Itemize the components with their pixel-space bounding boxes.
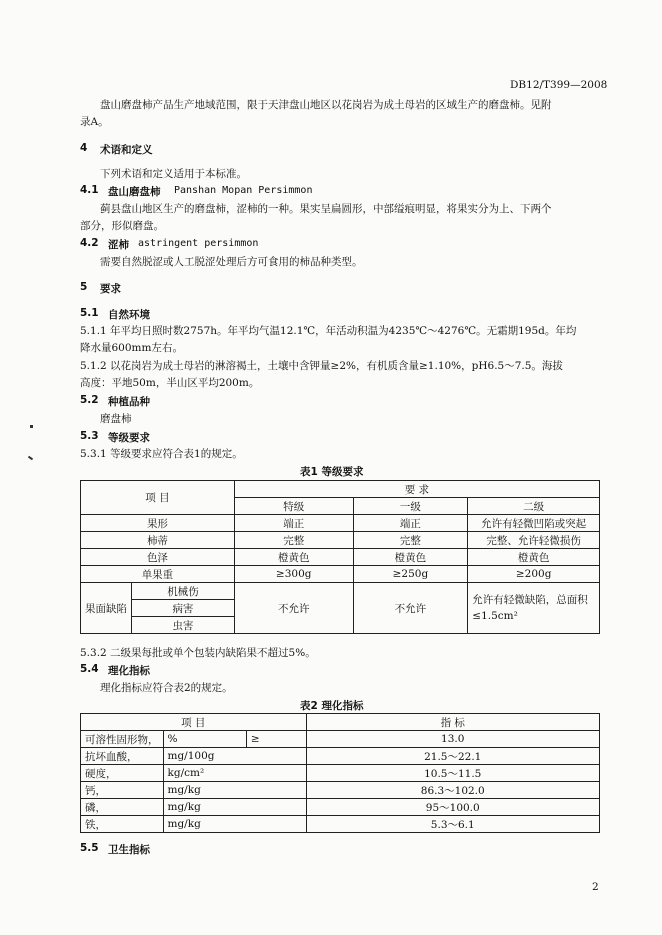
section-4-1-title: 盘山磨盘柿 — [108, 186, 161, 198]
section-5-1-number: 5.1 — [80, 307, 99, 319]
table2-name: 磷， — [81, 799, 164, 816]
table-row — [81, 799, 600, 816]
table1-defect-disease: 病害 — [132, 600, 235, 617]
section-5-1-1-line1: 5.1.1 年平均日照时数2757h。年平均气温12.1℃，年活动积温为4235℃～4276℃。无霜期195d。年均 — [80, 325, 577, 337]
table-row — [81, 532, 600, 549]
table1-row-label: 柿蒂 — [81, 532, 235, 549]
table2-name: 可溶性固形物， — [81, 731, 164, 748]
table2-name: 抗坏血酸， — [81, 748, 164, 765]
table2-unit: mg/kg — [163, 799, 306, 816]
table1-defect-label: 果面缺陷 — [81, 583, 132, 634]
table2-header-value: 指 标 — [306, 714, 600, 731]
table1-defect-second-line1: 允许有轻微缺陷，总面积 — [472, 594, 588, 606]
table1-cell: ≥250g — [353, 566, 468, 583]
table1-caption: 表1 等级要求 — [300, 466, 364, 478]
scope-paragraph-line1: 盘山磨盘柿产品生产地域范围，限于天津盘山地区以花岗岩为成土母岩的区域生产的磨盘柿。见附 — [100, 99, 552, 111]
table-row — [81, 549, 600, 566]
section-5-5-number: 5.5 — [80, 842, 99, 854]
section-5-2-title: 种植品种 — [108, 396, 150, 408]
section-5-1-1-line2: 降水量600mm左右。 — [80, 342, 183, 354]
section-5-3-2-text: 5.3.2 二级果每批或单个包装内缺陷果不超过5%。 — [80, 647, 316, 659]
table2-physicochemical — [80, 713, 600, 833]
table1-header-requirements: 要 求 — [234, 481, 599, 498]
table1-cell: 橙黄色 — [468, 549, 600, 566]
section-4-1-text-line2: 部分，形似磨盘。 — [80, 220, 164, 232]
table2-unit: mg/100g — [163, 748, 306, 765]
table1-cell: 橙黄色 — [353, 549, 468, 566]
scan-mark — [28, 456, 33, 461]
section-5-3-title: 等级要求 — [108, 432, 150, 444]
section-4-2-number: 4.2 — [80, 237, 99, 249]
table1-cell: 完整 — [234, 532, 353, 549]
section-4-2-text: 需要自然脱涩或人工脱涩处理后方可食用的柿品种类型。 — [100, 256, 363, 268]
table-row — [81, 566, 600, 583]
section-5-1-2-line2: 高度：平地50m，半山区平均200m。 — [80, 377, 260, 389]
table2-unit: % — [163, 731, 246, 748]
table-row — [81, 765, 600, 782]
section-4-title: 术语和定义 — [100, 144, 153, 156]
table2-header-item: 项 目 — [81, 714, 307, 731]
section-4-number: 4 — [80, 142, 88, 154]
table1-defect-first: 不允许 — [353, 583, 468, 634]
table-row — [81, 782, 600, 799]
table-row — [81, 816, 600, 833]
section-5-4-title: 理化指标 — [108, 665, 150, 677]
table2-value: 5.3～6.1 — [306, 816, 600, 833]
table-row — [81, 515, 600, 532]
table1-defect-mechanical: 机械伤 — [132, 583, 235, 600]
section-4-intro: 下列术语和定义适用于本标准。 — [100, 168, 247, 180]
table2-value: 21.5～22.1 — [306, 748, 600, 765]
table2-name: 钙， — [81, 782, 164, 799]
table2-name: 硬度， — [81, 765, 164, 782]
table1-row-label: 果形 — [81, 515, 235, 532]
table1-cell: 允许有轻微凹陷或突起 — [468, 515, 600, 532]
table2-unit: kg/cm² — [163, 765, 306, 782]
table1-cell: 橙黄色 — [234, 549, 353, 566]
section-4-2-english: astringent persimmon — [138, 238, 259, 249]
scope-paragraph-line2: 录A。 — [80, 116, 109, 128]
table1-cell: 端正 — [353, 515, 468, 532]
section-5-title: 要求 — [100, 283, 121, 295]
table1-grade-first: 一级 — [353, 498, 468, 515]
table2-unit: mg/kg — [163, 782, 306, 799]
section-4-1-number: 4.1 — [80, 184, 99, 196]
section-4-2-title: 涩柿 — [108, 239, 129, 251]
scan-mark — [30, 425, 33, 428]
table1-header-item: 项 目 — [81, 481, 235, 515]
table1-grade-second: 二级 — [468, 498, 600, 515]
table-row — [81, 748, 600, 765]
table-row — [81, 731, 600, 748]
table1-grade-requirements — [80, 480, 600, 634]
table1-row-label: 色泽 — [81, 549, 235, 566]
table1-cell: ≥200g — [468, 566, 600, 583]
table2-value: 86.3～102.0 — [306, 782, 600, 799]
section-5-2-text: 磨盘柿 — [100, 413, 132, 425]
section-5-3-number: 5.3 — [80, 430, 99, 442]
table1-cell: 端正 — [234, 515, 353, 532]
section-4-1-english: Panshan Mopan Persimmon — [174, 185, 313, 196]
section-5-1-2-line1: 5.1.2 以花岗岩为成土母岩的淋溶褐土，土壤中含钾量≥2%，有机质含量≥1.10%，pH6.5～7.5。海拔 — [80, 360, 563, 372]
table2-unit: mg/kg — [163, 816, 306, 833]
table1-defect-second — [468, 583, 600, 634]
section-5-5-title: 卫生指标 — [108, 844, 150, 856]
section-5-4-number: 5.4 — [80, 663, 99, 675]
section-4-1-text-line1: 蓟县盘山地区生产的磨盘柿，涩柿的一种。果实呈扁圆形，中部缢痕明显，将果实分为上、下两个 — [100, 203, 552, 215]
table2-operator: ≥ — [246, 731, 306, 748]
table2-value: 13.0 — [306, 731, 600, 748]
section-5-4-text: 理化指标应符合表2的规定。 — [100, 682, 233, 694]
table2-value: 95～100.0 — [306, 799, 600, 816]
table1-cell: 完整、允许轻微损伤 — [468, 532, 600, 549]
table2-value: 10.5～11.5 — [306, 765, 600, 782]
table1-grade-special: 特级 — [234, 498, 353, 515]
table2-name: 铁， — [81, 816, 164, 833]
section-5-2-number: 5.2 — [80, 394, 99, 406]
table1-cell: ≥300g — [234, 566, 353, 583]
table1-defect-second-line2: ≤1.5cm² — [472, 610, 518, 622]
table1-defect-pest: 虫害 — [132, 617, 235, 634]
doc-id: DB12/T399—2008 — [510, 79, 608, 91]
section-5-1-title: 自然环境 — [108, 309, 150, 321]
table2-caption: 表2 理化指标 — [300, 700, 364, 712]
table1-defect-special: 不允许 — [234, 583, 353, 634]
table-row — [81, 583, 600, 600]
section-5-number: 5 — [80, 281, 88, 293]
page-number: 2 — [592, 881, 599, 893]
section-5-3-1-text: 5.3.1 等级要求应符合表1的规定。 — [80, 448, 243, 460]
table1-cell: 完整 — [353, 532, 468, 549]
table1-row-label: 单果重 — [81, 566, 235, 583]
